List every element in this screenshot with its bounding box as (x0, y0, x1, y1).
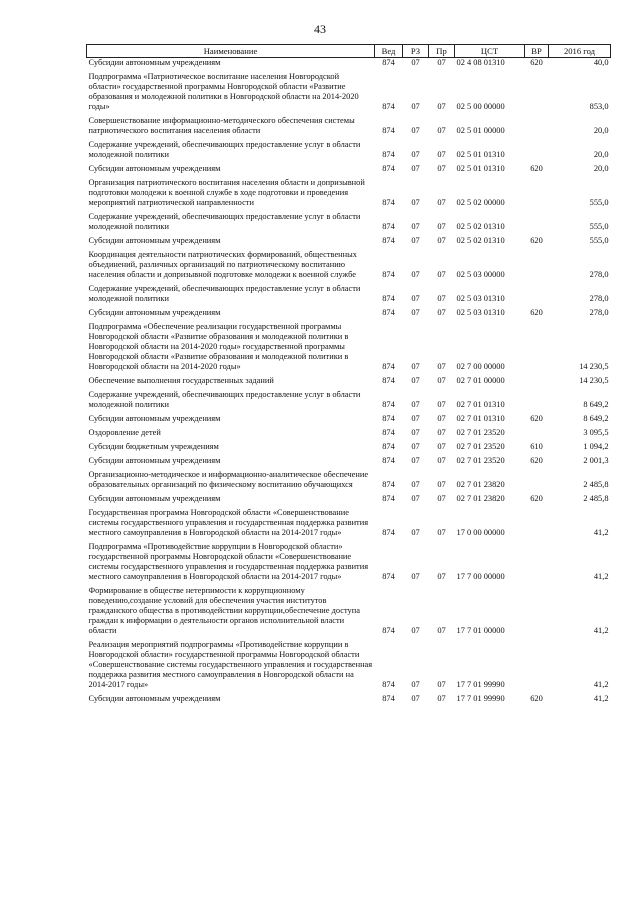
table-row (87, 508, 611, 542)
row-name: Совершенствование информационно-методического обеспечения системы патриотического воспитания населения области (88, 116, 355, 135)
row-ved: 874 (382, 572, 395, 581)
table-body (87, 58, 611, 709)
row-sum: 853,0 (589, 102, 609, 111)
table-row (87, 470, 611, 494)
row-vr: 620 (530, 456, 543, 465)
row-ved: 874 (382, 294, 395, 303)
header-ved: Вед (375, 45, 403, 58)
table-row (87, 250, 611, 284)
row-pr: 07 (437, 572, 446, 581)
row-rz: 07 (411, 376, 420, 385)
row-rz: 07 (411, 58, 420, 67)
row-pr: 07 (437, 222, 446, 231)
row-pr: 07 (437, 362, 446, 371)
row-sum: 8 649,2 (583, 414, 609, 423)
row-sum: 41,2 (593, 626, 609, 635)
row-sum: 41,2 (593, 528, 609, 537)
row-sum: 14 230,5 (579, 376, 609, 385)
row-ved: 874 (382, 308, 395, 317)
row-name: Реализация мероприятий подпрограммы «Противодействие коррупции в Новгородской области» государственной программы Новгородской области «Совершенствование системы государственного управления и государственная поддержка развития местного самоуправления в Новгородской области на 2014-2017 годы» (88, 640, 373, 689)
row-rz: 07 (411, 150, 420, 159)
row-name: Субсидии автономным учреждениям (88, 456, 221, 465)
row-pr: 07 (437, 164, 446, 173)
row-cst: 17 7 01 00000 (456, 626, 505, 635)
row-vr: 620 (530, 308, 543, 317)
row-vr: 620 (530, 58, 543, 67)
table-row (87, 212, 611, 236)
table-row (87, 284, 611, 308)
row-name: Государственная программа Новгородской области «Совершенствование системы государственного управления и государственная поддержка развития местного самоуправления в Новгородской области на 2014-2017 годы» (88, 508, 369, 537)
row-sum: 20,0 (593, 164, 609, 173)
row-pr: 07 (437, 400, 446, 409)
row-rz: 07 (411, 680, 420, 689)
row-name: Содержание учреждений, обеспечивающих предоставление услуг в области молодежной политики (88, 390, 361, 409)
header-name: Наименование (87, 45, 375, 58)
row-name: Оздоровление детей (88, 428, 161, 437)
row-pr: 07 (437, 428, 446, 437)
row-cst: 02 7 01 00000 (456, 376, 505, 385)
row-pr: 07 (437, 150, 446, 159)
row-vr (525, 140, 549, 164)
row-ved: 874 (382, 362, 395, 371)
row-rz: 07 (411, 528, 420, 537)
row-rz: 07 (411, 428, 420, 437)
row-cst: 02 5 01 01310 (456, 164, 505, 173)
row-vr (525, 178, 549, 212)
row-name: Содержание учреждений, обеспечивающих предоставление услуг в области молодежной политики (88, 284, 361, 303)
budget-table (86, 44, 611, 708)
row-pr: 07 (437, 58, 446, 67)
row-name: Субсидии бюджетным учреждениям (88, 442, 219, 451)
row-cst: 02 5 03 00000 (456, 270, 505, 279)
row-sum: 2 485,8 (583, 494, 609, 503)
row-rz: 07 (411, 308, 420, 317)
row-cst: 02 5 01 00000 (456, 126, 505, 135)
row-name: Подпрограмма «Противодействие коррупции в Новгородской области» государственной программы Новгородской области «Совершенствование системы государственного управления и государственная поддержка развития местного самоуправления в Новгородской области на 2014-2017 годы» (88, 542, 369, 581)
row-cst: 02 7 01 23820 (456, 494, 505, 503)
row-vr (525, 428, 549, 442)
row-sum: 555,0 (589, 236, 609, 245)
table-row (87, 116, 611, 140)
table-row (87, 390, 611, 414)
row-pr: 07 (437, 308, 446, 317)
row-ved: 874 (382, 270, 395, 279)
row-cst: 17 7 00 00000 (456, 572, 505, 581)
table-row (87, 322, 611, 376)
row-cst: 17 0 00 00000 (456, 528, 505, 537)
row-ved: 874 (382, 126, 395, 135)
row-sum: 8 649,2 (583, 400, 609, 409)
row-rz: 07 (411, 572, 420, 581)
header-year: 2016 год (549, 45, 611, 58)
row-ved: 874 (382, 456, 395, 465)
row-vr: 620 (530, 236, 543, 245)
row-pr: 07 (437, 626, 446, 635)
row-pr: 07 (437, 442, 446, 451)
row-pr: 07 (437, 494, 446, 503)
row-vr (525, 212, 549, 236)
row-rz: 07 (411, 442, 420, 451)
row-rz: 07 (411, 294, 420, 303)
row-rz: 07 (411, 494, 420, 503)
row-cst: 02 5 02 01310 (456, 236, 505, 245)
header-cst: ЦСТ (455, 45, 525, 58)
row-pr: 07 (437, 198, 446, 207)
row-vr (525, 390, 549, 414)
row-vr (525, 250, 549, 284)
row-ved: 874 (382, 528, 395, 537)
row-rz: 07 (411, 414, 420, 423)
row-cst: 02 7 01 23520 (456, 456, 505, 465)
table-row (87, 414, 611, 428)
row-vr (525, 542, 549, 586)
row-cst: 02 5 02 01310 (456, 222, 505, 231)
row-pr: 07 (437, 126, 446, 135)
row-rz: 07 (411, 164, 420, 173)
table-row (87, 376, 611, 390)
row-sum: 278,0 (589, 308, 609, 317)
row-sum: 278,0 (589, 270, 609, 279)
row-ved: 874 (382, 494, 395, 503)
row-name: Содержание учреждений, обеспечивающих предоставление услуг в области молодежной политики (88, 140, 361, 159)
row-sum: 40,0 (593, 58, 609, 67)
header-rz: РЗ (403, 45, 429, 58)
row-ved: 874 (382, 400, 395, 409)
row-vr (525, 508, 549, 542)
row-vr: 620 (530, 414, 543, 423)
row-cst: 02 7 00 00000 (456, 362, 505, 371)
row-name: Субсидии автономным учреждениям (88, 308, 221, 317)
row-name: Подпрограмма «Патриотическое воспитание населения Новгородской области» государственной программы Новгородской области «Развитие образования и молодежной политики в Новгородской области на 2014-2020 годы» (88, 72, 359, 111)
row-ved: 874 (382, 442, 395, 451)
row-cst: 02 5 02 00000 (456, 198, 505, 207)
row-ved: 874 (382, 680, 395, 689)
row-cst: 02 7 01 01310 (456, 414, 505, 423)
row-cst: 17 7 01 99990 (456, 680, 505, 689)
row-ved: 874 (382, 428, 395, 437)
table-row (87, 308, 611, 322)
row-sum: 14 230,5 (579, 362, 609, 371)
table-row (87, 442, 611, 456)
row-pr: 07 (437, 294, 446, 303)
row-name: Субсидии автономным учреждениям (88, 236, 221, 245)
row-cst: 02 5 00 00000 (456, 102, 505, 111)
row-sum: 41,2 (593, 680, 609, 689)
row-cst: 02 7 01 01310 (456, 400, 505, 409)
row-name: Координация деятельности патриотических формирований, общественных объединений, различных организаций по патриотическому воспитанию населения области и допризывной подготовке молодежи к военной службе (88, 250, 357, 279)
row-name: Формирование в обществе нетерпимости к коррупционному поведению,создание условий для обеспечения участия институтов гражданского общества в противодействии коррупции,обеспечение доступа граждан к информации о деятельности органов исполнительной власти области (88, 586, 360, 635)
row-name: Обеспечение выполнения государственных заданий (88, 376, 274, 385)
row-name: Организационно-методическое и информационно-аналитическое обеспечение образовательных организаций по физическому воспитанию обучающихся (88, 470, 369, 489)
row-vr (525, 640, 549, 694)
row-pr: 07 (437, 414, 446, 423)
row-name: Подпрограмма «Обеспечение реализации государственной программы Новгородской области «Развитие образования и молодежной политики в Новгородской области на 2014-2020 годы» государственной программы Новгородской области «Развитие образования и молодежной политики в Новгородской области на 2014-2020 годы» (88, 322, 349, 371)
row-vr: 610 (530, 442, 543, 451)
row-rz: 07 (411, 456, 420, 465)
table-row (87, 72, 611, 116)
row-ved: 874 (382, 198, 395, 207)
table-row (87, 586, 611, 640)
row-cst: 02 7 01 23520 (456, 442, 505, 451)
row-pr: 07 (437, 236, 446, 245)
row-vr: 620 (530, 494, 543, 503)
row-rz: 07 (411, 236, 420, 245)
table-row (87, 178, 611, 212)
table-row (87, 58, 611, 73)
row-sum: 41,2 (593, 572, 609, 581)
row-cst: 02 7 01 23820 (456, 480, 505, 489)
row-ved: 874 (382, 414, 395, 423)
row-rz: 07 (411, 400, 420, 409)
row-ved: 874 (382, 222, 395, 231)
row-cst: 02 5 03 01310 (456, 294, 505, 303)
table-row (87, 494, 611, 508)
row-ved: 874 (382, 102, 395, 111)
row-name: Субсидии автономным учреждениям (88, 164, 221, 173)
row-name: Субсидии автономным учреждениям (88, 694, 221, 703)
row-rz: 07 (411, 198, 420, 207)
row-pr: 07 (437, 694, 446, 703)
row-ved: 874 (382, 626, 395, 635)
row-name: Организация патриотического воспитания населения области и допризывной подготовки молодежи к военной службе в ходе подготовки и проведения мероприятий патриотической направленности (88, 178, 365, 207)
row-ved: 874 (382, 480, 395, 489)
row-sum: 278,0 (589, 294, 609, 303)
row-vr (525, 284, 549, 308)
row-pr: 07 (437, 376, 446, 385)
row-sum: 2 001,3 (583, 456, 609, 465)
row-rz: 07 (411, 626, 420, 635)
row-pr: 07 (437, 270, 446, 279)
row-cst: 02 5 03 01310 (456, 308, 505, 317)
row-name: Субсидии автономным учреждениям (88, 414, 221, 423)
row-ved: 874 (382, 694, 395, 703)
row-vr (525, 72, 549, 116)
row-vr: 620 (530, 164, 543, 173)
table-row (87, 694, 611, 708)
table-row (87, 140, 611, 164)
row-sum: 41,2 (593, 694, 609, 703)
table-row (87, 236, 611, 250)
row-ved: 874 (382, 376, 395, 385)
row-name: Субсидии автономным учреждениям (88, 58, 221, 67)
row-rz: 07 (411, 694, 420, 703)
row-ved: 874 (382, 150, 395, 159)
row-pr: 07 (437, 480, 446, 489)
row-cst: 17 7 01 99990 (456, 694, 505, 703)
row-sum: 20,0 (593, 126, 609, 135)
table-row (87, 456, 611, 470)
row-cst: 02 7 01 23520 (456, 428, 505, 437)
row-rz: 07 (411, 480, 420, 489)
table-header-row (87, 45, 611, 58)
row-sum: 1 094,2 (583, 442, 609, 451)
row-cst: 02 5 01 01310 (456, 150, 505, 159)
page-number: 43 (314, 22, 326, 36)
row-pr: 07 (437, 528, 446, 537)
row-rz: 07 (411, 126, 420, 135)
row-sum: 555,0 (589, 198, 609, 207)
row-sum: 3 095,5 (583, 428, 609, 437)
row-vr: 620 (530, 694, 543, 703)
row-vr (525, 322, 549, 376)
row-pr: 07 (437, 102, 446, 111)
row-rz: 07 (411, 270, 420, 279)
row-sum: 20,0 (593, 150, 609, 159)
row-cst: 02 4 08 01310 (456, 58, 505, 67)
row-sum: 555,0 (589, 222, 609, 231)
row-vr (525, 376, 549, 390)
table-row (87, 640, 611, 694)
row-rz: 07 (411, 222, 420, 231)
row-ved: 874 (382, 58, 395, 67)
row-pr: 07 (437, 456, 446, 465)
row-name: Субсидии автономным учреждениям (88, 494, 221, 503)
row-pr: 07 (437, 680, 446, 689)
header-vr: ВР (525, 45, 549, 58)
header-pr: Пр (429, 45, 455, 58)
row-vr (525, 586, 549, 640)
row-rz: 07 (411, 102, 420, 111)
row-name: Содержание учреждений, обеспечивающих предоставление услуг в области молодежной политики (88, 212, 361, 231)
row-sum: 2 485,8 (583, 480, 609, 489)
table-row (87, 542, 611, 586)
row-rz: 07 (411, 362, 420, 371)
table-row (87, 164, 611, 178)
row-vr (525, 470, 549, 494)
row-ved: 874 (382, 236, 395, 245)
row-vr (525, 116, 549, 140)
row-ved: 874 (382, 164, 395, 173)
table-row (87, 428, 611, 442)
